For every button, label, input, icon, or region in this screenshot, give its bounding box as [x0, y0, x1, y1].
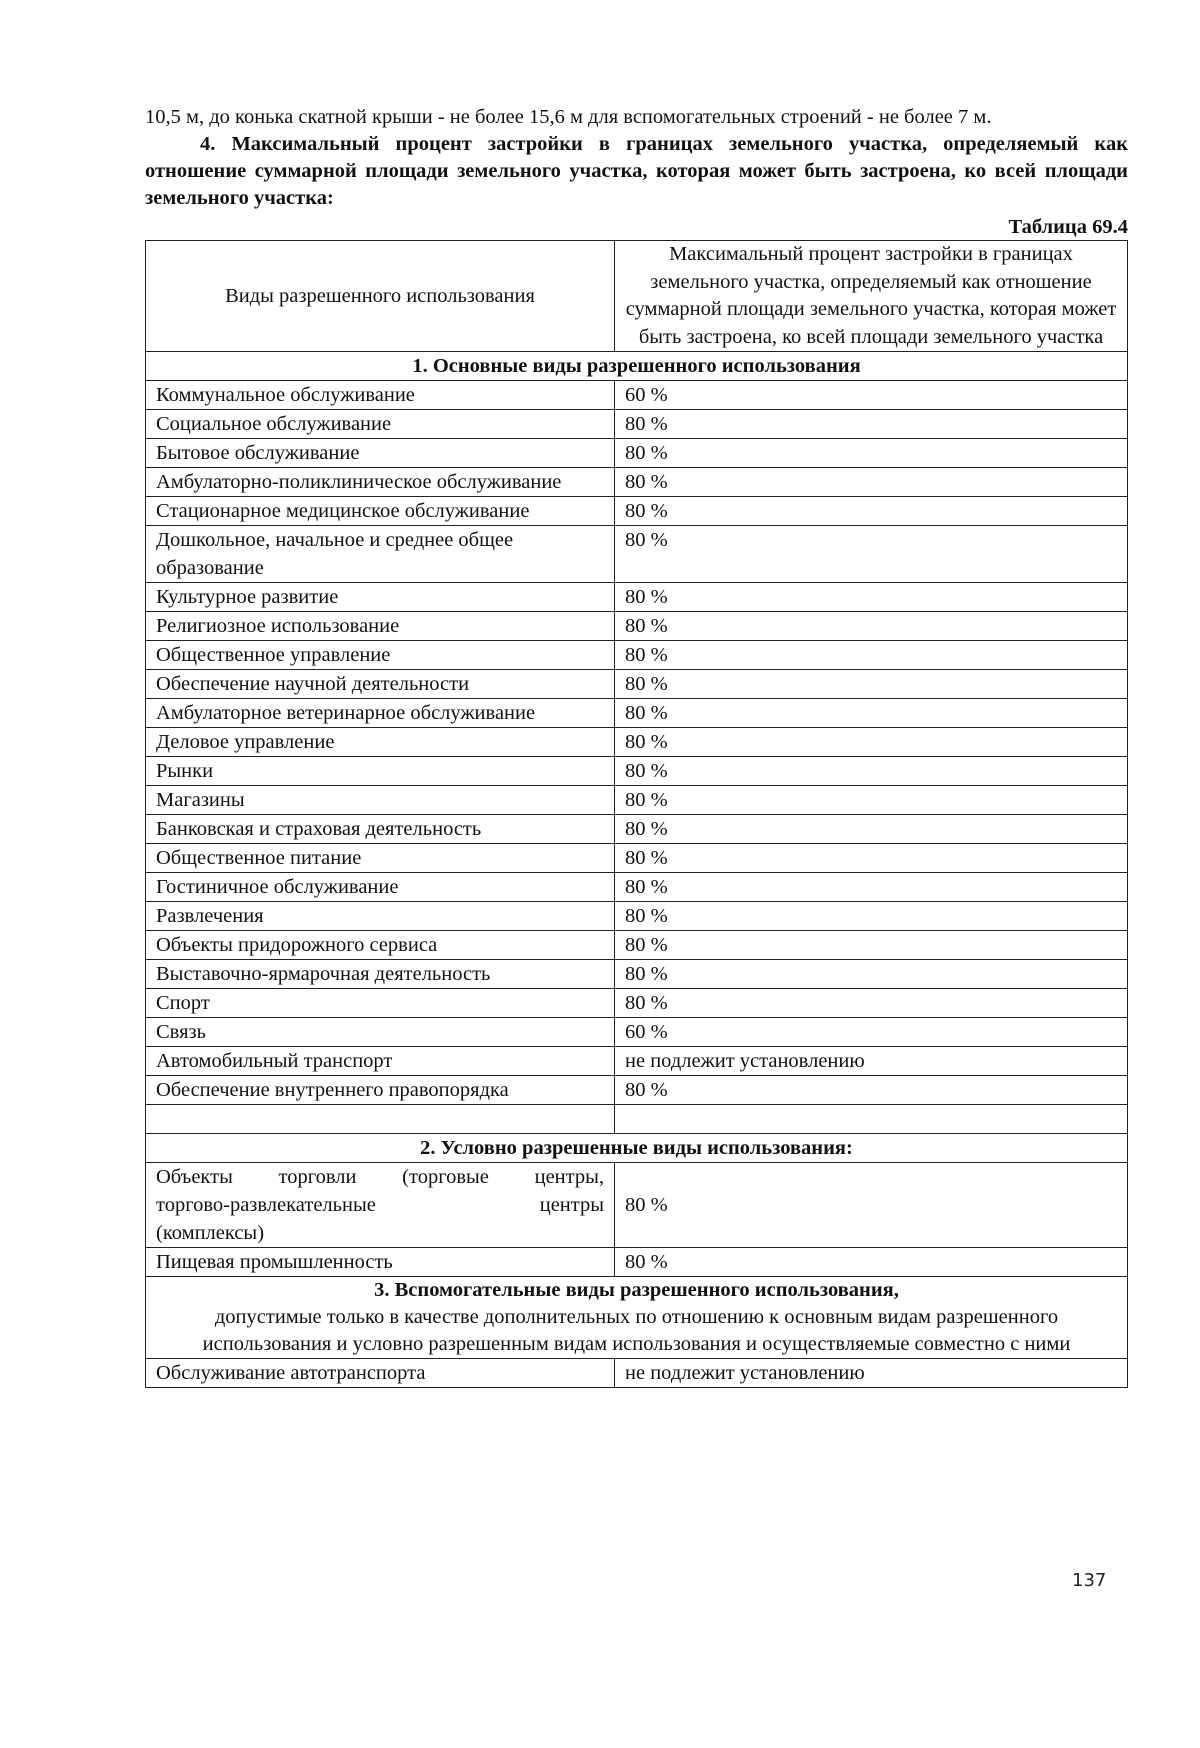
value-cell: 80 %	[615, 526, 1128, 583]
value-cell: 80 %	[615, 583, 1128, 612]
use-type-cell	[146, 1163, 615, 1248]
table-header-row	[146, 241, 1128, 352]
value-cell: 80 %	[615, 844, 1128, 873]
table-row	[146, 1248, 1128, 1277]
value-cell: 80 %	[615, 873, 1128, 902]
section3-title: 3. Вспомогательные виды разрешенного использования,	[374, 1279, 899, 1301]
value-cell: 80 %	[615, 786, 1128, 815]
use-type-cell: Амбулаторно-поликлиническое обслуживание	[146, 468, 615, 497]
use-type-cell: Стационарное медицинское обслуживание	[146, 497, 615, 526]
table-row	[146, 468, 1128, 497]
table-row	[146, 960, 1128, 989]
table-row	[146, 931, 1128, 960]
use-type-cell: Обеспечение внутреннего правопорядка	[146, 1076, 615, 1105]
value-cell: 80 %	[615, 641, 1128, 670]
value-cell: 80 %	[615, 497, 1128, 526]
table-row	[146, 526, 1128, 583]
value-cell: 80 %	[615, 960, 1128, 989]
use-type-cell: Дошкольное, начальное и среднее общее образование	[146, 526, 615, 583]
table-row	[146, 1076, 1128, 1105]
table-row	[146, 1047, 1128, 1076]
table-row	[146, 902, 1128, 931]
use-type-cell: Связь	[146, 1018, 615, 1047]
table-row	[146, 497, 1128, 526]
page-number: 137	[1072, 1570, 1107, 1591]
use-type-cell: Бытовое обслуживание	[146, 439, 615, 468]
section3-title-cell	[146, 1277, 1128, 1359]
section1-title: 1. Основные виды разрешенного использования	[146, 352, 1128, 381]
table-row	[146, 410, 1128, 439]
use-type-cell: Автомобильный транспорт	[146, 1047, 615, 1076]
use-type-cell: Спорт	[146, 989, 615, 1018]
table-row	[146, 381, 1128, 410]
value-cell: 80 %	[615, 757, 1128, 786]
value-cell: 80 %	[615, 1248, 1128, 1277]
use-type-cell: Общественное питание	[146, 844, 615, 873]
use-type-cell: Магазины	[146, 786, 615, 815]
value-cell: 80 %	[615, 931, 1128, 960]
use-type-cell: Рынки	[146, 757, 615, 786]
use-type-cell: Банковская и страховая деятельность	[146, 815, 615, 844]
table-row	[146, 786, 1128, 815]
use-type-line: (комплексы)	[156, 1222, 265, 1244]
section-row	[146, 1134, 1128, 1163]
value-cell: 60 %	[615, 1018, 1128, 1047]
table-row	[146, 873, 1128, 902]
intro-paragraph: 10,5 м, до конька скатной крыши - не более 15,6 м для вспомогательных строений - не более 7 м.	[145, 106, 992, 128]
use-type-line: торгово-развлекательные центры	[156, 1194, 604, 1216]
section3-subtitle: допустимые только в качестве дополнительных по отношению к основным видам разрешенного использования и условно разрешенным видам использования и осуществляемые совместно с ними	[202, 1306, 1071, 1355]
use-type-cell: Деловое управление	[146, 728, 615, 757]
table-row	[146, 612, 1128, 641]
empty-cell	[146, 1105, 615, 1134]
empty-row	[146, 1105, 1128, 1134]
use-type-cell: Социальное обслуживание	[146, 410, 615, 439]
value-cell: 80 %	[615, 612, 1128, 641]
use-type-cell: Коммунальное обслуживание	[146, 381, 615, 410]
value-cell: 80 %	[615, 468, 1128, 497]
table-row	[146, 439, 1128, 468]
use-type-cell: Объекты придорожного сервиса	[146, 931, 615, 960]
value-cell: 80 %	[615, 670, 1128, 699]
use-type-cell: Пищевая промышленность	[146, 1248, 615, 1277]
value-cell: 80 %	[615, 1163, 1128, 1248]
use-type-cell: Культурное развитие	[146, 583, 615, 612]
table-row	[146, 583, 1128, 612]
document-page	[145, 104, 1128, 1388]
value-cell: 80 %	[615, 728, 1128, 757]
value-cell: 80 %	[615, 439, 1128, 468]
table-row	[146, 815, 1128, 844]
section-row	[146, 352, 1128, 381]
use-type-cell: Развлечения	[146, 902, 615, 931]
header-max-percent: Максимальный процент застройки в границах земельного участка, определяемый как отношение суммарной площади земельного участка, которая может быть застроена, ко всей площади земельного участка	[615, 241, 1128, 352]
section-row	[146, 1277, 1128, 1359]
value-cell: 80 %	[615, 699, 1128, 728]
value-cell: 80 %	[615, 815, 1128, 844]
value-cell: 80 %	[615, 902, 1128, 931]
table-row	[146, 670, 1128, 699]
table-row	[146, 989, 1128, 1018]
table-row	[146, 699, 1128, 728]
value-cell: 80 %	[615, 989, 1128, 1018]
value-cell: 80 %	[615, 1076, 1128, 1105]
table-row	[146, 844, 1128, 873]
table-caption: Таблица 69.4	[1008, 216, 1128, 238]
use-type-cell: Выставочно-ярмарочная деятельность	[146, 960, 615, 989]
table-row	[146, 1163, 1128, 1248]
use-type-cell: Обслуживание автотранспорта	[146, 1359, 615, 1388]
use-type-cell: Религиозное использование	[146, 612, 615, 641]
building-percentage-table	[145, 240, 1128, 1388]
use-type-cell: Общественное управление	[146, 641, 615, 670]
use-type-line: Объекты торговли (торговые центры,	[156, 1166, 604, 1188]
table-row	[146, 641, 1128, 670]
header-use-type: Виды разрешенного использования	[146, 241, 615, 352]
value-cell: не подлежит установлению	[615, 1359, 1128, 1388]
value-cell: 60 %	[615, 381, 1128, 410]
value-cell: не подлежит установлению	[615, 1047, 1128, 1076]
table-row	[146, 757, 1128, 786]
table-row	[146, 1018, 1128, 1047]
use-type-cell: Обеспечение научной деятельности	[146, 670, 615, 699]
value-cell: 80 %	[615, 410, 1128, 439]
section2-title: 2. Условно разрешенные виды использования:	[146, 1134, 1128, 1163]
table-row	[146, 1359, 1128, 1388]
use-type-cell: Амбулаторное ветеринарное обслуживание	[146, 699, 615, 728]
table-row	[146, 728, 1128, 757]
section-heading: 4. Максимальный процент застройки в границах земельного участка, определяемый как отношение суммарной площади земельного участка, которая может быть застроена, ко всей площади земельного участка:	[145, 133, 1128, 209]
empty-cell	[615, 1105, 1128, 1134]
use-type-cell: Гостиничное обслуживание	[146, 873, 615, 902]
